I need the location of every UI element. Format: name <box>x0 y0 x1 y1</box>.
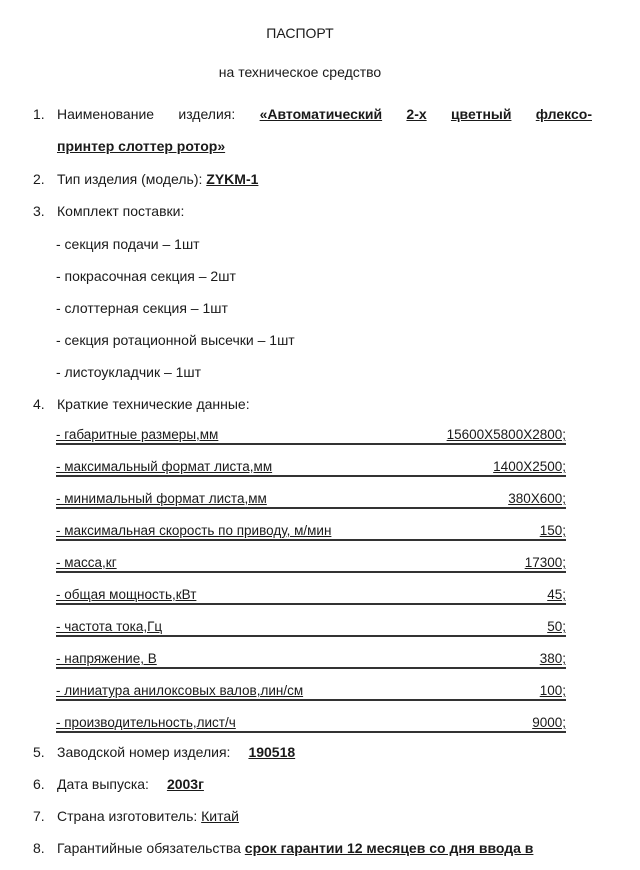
spec-name: - масса,кг <box>56 555 117 570</box>
item-3: 3. Комплект поставки: <box>33 203 185 219</box>
spec-value: 45; <box>547 587 566 602</box>
spec-value: 100; <box>539 683 566 698</box>
spec-name: - производительность,лист/ч <box>56 715 236 730</box>
component-item: - секция ротационной высечки – 1шт <box>56 332 295 348</box>
spec-value: 17300; <box>524 555 566 570</box>
warranty-value: срок гарантии 12 месяцев со дня ввода в <box>244 840 534 856</box>
spec-name: - максимальный формат листа,мм <box>56 459 273 474</box>
spec-name: - частота тока,Гц <box>56 619 163 634</box>
serial-number-value: 190518 <box>248 744 296 760</box>
spec-row <box>56 552 566 573</box>
item-1-word: цветный <box>450 106 512 122</box>
component-item: - слоттерная секция – 1шт <box>56 300 228 316</box>
spec-value: 380X600; <box>508 491 566 506</box>
country-value: Китай <box>201 808 239 824</box>
spec-name: - максимальная скорость по приводу, м/мин <box>56 523 332 538</box>
spec-value: 50; <box>547 619 566 634</box>
item-5: 5. Заводской номер изделия: 190518 <box>33 744 296 760</box>
spec-name: - минимальный формат листа,мм <box>56 491 267 506</box>
item-1-word: флексо- <box>535 106 592 122</box>
document-subtitle: на техническое средство <box>218 64 382 80</box>
spec-name: - общая мощность,кВт <box>56 587 197 602</box>
item-7: 7. Страна изготовитель: Китай <box>33 808 239 824</box>
item-1-word: «Автоматический <box>259 106 383 122</box>
spec-value: 9000; <box>532 715 566 730</box>
spec-value: 380; <box>539 651 566 666</box>
spec-row <box>56 648 566 669</box>
item-1-line <box>57 106 592 122</box>
spec-value: 1400X2500; <box>493 459 566 474</box>
spec-row <box>56 456 566 477</box>
item-1-word: Наименование <box>57 106 155 122</box>
component-item: - секция подачи – 1шт <box>56 236 200 252</box>
spec-value: 15600X5800X2800; <box>446 427 566 442</box>
spec-value: 150; <box>539 523 566 538</box>
document-title: ПАСПОРТ <box>266 25 334 41</box>
item-4: 4. Краткие технические данные: <box>33 396 250 412</box>
item-1-word: изделия: <box>178 106 236 122</box>
spec-name: - габаритные размеры,мм <box>56 427 219 442</box>
item-1-word: 2-х <box>406 106 427 122</box>
spec-row <box>56 488 566 509</box>
spec-row <box>56 520 566 541</box>
item-8: 8. Гарантийные обязательства срок гарантии 12 месяцев со дня ввода в <box>33 840 534 856</box>
spec-row <box>56 616 566 637</box>
model-value: ZYKM-1 <box>206 171 259 187</box>
item-1-continuation: принтер слоттер ротор» <box>57 138 226 154</box>
spec-row <box>56 424 566 445</box>
spec-row <box>56 680 566 701</box>
component-item: - покрасочная секция – 2шт <box>56 268 236 284</box>
component-item: - листоукладчик – 1шт <box>56 364 202 380</box>
spec-row <box>56 712 566 733</box>
release-date-value: 2003г <box>166 776 204 792</box>
spec-name: - напряжение, В <box>56 651 157 666</box>
spec-name: - линиатура анилоксовых валов,лин/см <box>56 683 304 698</box>
item-6: 6. Дата выпуска: 2003г <box>33 776 204 792</box>
item-1-number: 1. <box>33 106 45 122</box>
item-2: 2. Тип изделия (модель): ZYKM-1 <box>33 171 259 187</box>
spec-row <box>56 584 566 605</box>
